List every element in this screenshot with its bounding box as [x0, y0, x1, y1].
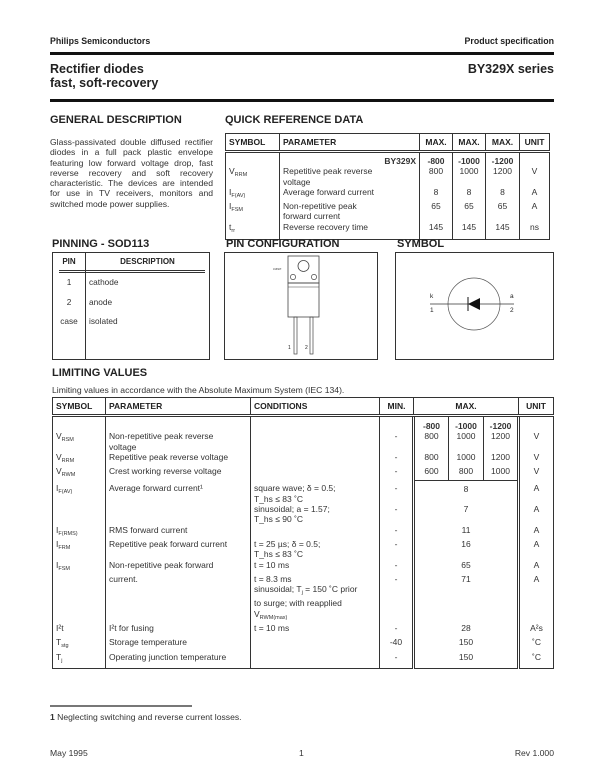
condition-line: t = 10 ms [254, 623, 290, 634]
symbol-cell [53, 452, 106, 466]
conditions-cell [251, 431, 380, 452]
symbol-subscript: RRM [61, 457, 75, 464]
conditions-cell [251, 574, 380, 623]
type-value: -1200 [484, 416, 519, 432]
symbol-cell [53, 480, 106, 504]
unit: V [519, 466, 554, 480]
parameter-cell [106, 480, 251, 504]
parameter-cell [280, 187, 420, 201]
column-header: MAX. [486, 134, 520, 152]
pinning-table [52, 252, 210, 360]
max-value: 65 [414, 560, 519, 574]
max-value: 16 [414, 539, 519, 560]
parameter-line: current. [109, 573, 138, 584]
unit: ˚C [519, 637, 554, 651]
symbol-subscript: F(AV) [231, 192, 246, 199]
parameter-line: Storage temperature [109, 637, 187, 648]
unit: A²s [519, 623, 554, 637]
footer-revision: Rev 1.000 [514, 748, 554, 758]
table-row [53, 431, 554, 452]
symbol-cell [53, 431, 106, 452]
min-value: - [380, 574, 414, 623]
table-row [226, 201, 550, 222]
symbol-cell [53, 574, 106, 623]
max-value: 11 [414, 525, 519, 539]
min-value: -40 [380, 637, 414, 651]
condition-line: t = 8.3 ms [254, 573, 292, 584]
symbol-cell [53, 637, 106, 651]
pin-number: 2 [66, 296, 72, 307]
parameter-cell [106, 637, 251, 651]
symbol: I²t [56, 623, 64, 634]
unit: ns [520, 222, 550, 240]
max-value: 1000 [484, 466, 519, 480]
condition-line: T_hs ≤ 83 ˚C [254, 549, 304, 560]
header-rule [50, 52, 554, 55]
symbol-subscript: FRM [58, 544, 71, 551]
type-value: -1000 [453, 152, 486, 167]
anode-label: a [510, 293, 514, 300]
parameter-cell [106, 560, 251, 574]
max-value: 800 [414, 431, 449, 452]
unit: A [519, 539, 554, 560]
quick-reference-heading: QUICK REFERENCE DATA [225, 114, 364, 126]
symbol-cell [53, 539, 106, 560]
symbol: V [229, 166, 235, 177]
max-value: 1200 [486, 166, 520, 187]
parameter-line: voltage [109, 441, 137, 452]
max-value: 65 [420, 201, 453, 222]
table-row [53, 525, 554, 539]
max-value: 1000 [453, 166, 486, 187]
limiting-values-heading: LIMITING VALUES [52, 367, 148, 379]
unit: A [519, 480, 554, 504]
symbol: I [56, 483, 59, 494]
pinning-heading: PINNING - SOD113 [52, 238, 150, 250]
case-label: case [273, 266, 282, 271]
unit: A [520, 201, 550, 222]
symbol-box [395, 252, 554, 360]
symbol-subscript: F(AV) [58, 489, 73, 496]
max-value: 145 [486, 222, 520, 240]
unit: A [519, 504, 554, 525]
conditions-cell [251, 652, 380, 669]
min-value: - [380, 431, 414, 452]
table-row [226, 187, 550, 201]
unit: A [519, 525, 554, 539]
conditions-cell [251, 623, 380, 637]
diode-symbol-icon [396, 253, 552, 358]
company-name: Philips Semiconductors [50, 36, 151, 46]
min-value: - [380, 452, 414, 466]
max-value: 800 [420, 166, 453, 187]
symbol-subscript: j [61, 657, 63, 664]
max-value: 1200 [484, 431, 519, 452]
max-value: 150 [414, 652, 519, 669]
max-value: 145 [453, 222, 486, 240]
condition-line: t = 10 ms [254, 559, 290, 570]
table-row [53, 539, 554, 560]
pin-configuration-heading: PIN CONFIGURATION [226, 238, 340, 250]
max-value: 1200 [484, 452, 519, 466]
symbol-subscript: RRM [234, 172, 248, 179]
symbol-subscript: F(RMS) [58, 530, 78, 537]
condition-line-subscript: j [301, 590, 303, 597]
table-row [53, 623, 554, 637]
title-rule [50, 99, 554, 102]
series-name: BY329X series [467, 62, 554, 76]
footnote-number: 1 [50, 712, 55, 722]
description-header: DESCRIPTION [120, 257, 175, 266]
max-value: 8 [486, 187, 520, 201]
conditions-cell [251, 466, 380, 480]
symbol-subscript: rr [231, 227, 236, 234]
min-value: - [380, 480, 414, 504]
pin-description: cathode [89, 277, 119, 287]
symbol: I [56, 538, 59, 549]
blank [106, 416, 251, 432]
limiting-values-table [52, 397, 554, 669]
table-row [53, 560, 554, 574]
symbol-subscript: FSM [231, 207, 243, 214]
unit: V [519, 452, 554, 466]
parameter-line: Non-repetitive peak reverse [109, 431, 214, 442]
min-value: - [380, 560, 414, 574]
symbol: T [56, 651, 62, 662]
max-value: 7 [414, 504, 519, 525]
symbol-cell [53, 652, 106, 669]
condition-line-symbol: sinusoidal; T [254, 584, 302, 595]
table-row [53, 480, 554, 504]
symbol-subscript: RWM [61, 472, 76, 479]
conditions-cell [251, 504, 380, 525]
title-line-2: fast, soft-recovery [50, 76, 159, 90]
parameter-line: Average forward current [283, 186, 375, 197]
table-row [53, 637, 554, 651]
conditions-cell [251, 560, 380, 574]
blank [380, 416, 414, 432]
symbol: I [229, 186, 232, 197]
symbol: I [56, 524, 59, 535]
parameter-cell [106, 431, 251, 452]
pin-description: anode [89, 296, 113, 307]
max-value: 1000 [449, 452, 484, 466]
general-description-text: Glass-passivated double diffused rectifier diodes in a full pack plastic envelope featuring low forward voltage drop, fast reverse recovery and soft recovery characteristic. The devices are intended for use in TV receivers, monitors and switched mode power supplies. [50, 137, 213, 209]
parameter-cell [106, 574, 251, 623]
pin-2-label: 2 [305, 345, 308, 351]
min-value: - [380, 525, 414, 539]
type-row [226, 152, 550, 167]
max-value: 65 [486, 201, 520, 222]
symbol-subscript: FSM [58, 565, 70, 572]
condition-line: to surge; with reapplied [254, 598, 342, 609]
symbol: I [229, 201, 232, 212]
footnote [50, 712, 242, 722]
blank [520, 152, 550, 167]
column-header: MIN. [380, 398, 414, 416]
unit: A [520, 187, 550, 201]
symbol-cell [226, 222, 280, 240]
blank [226, 152, 280, 167]
type-value: -800 [420, 152, 453, 167]
table-row [226, 166, 550, 187]
column-header: SYMBOL [53, 398, 106, 416]
column-header: UNIT [520, 134, 550, 152]
parameter-line: Repetitive peak reverse [283, 166, 373, 177]
conditions-cell [251, 637, 380, 651]
max-value: 150 [414, 637, 519, 651]
condition-line: t = 25 µs; δ = 0.5; [254, 538, 321, 549]
table-row [53, 466, 554, 480]
column-header: MAX. [453, 134, 486, 152]
symbol-cell [226, 201, 280, 222]
parameter-line: Repetitive peak forward current [109, 538, 228, 549]
parameter-line: Crest working reverse voltage [109, 466, 222, 477]
parameter-line: RMS forward current [109, 524, 188, 535]
blank [519, 416, 554, 432]
max-value: 8 [453, 187, 486, 201]
parameter-line: Non-repetitive peak [283, 201, 357, 212]
max-value: 71 [414, 574, 519, 623]
general-description-heading: GENERAL DESCRIPTION [50, 114, 182, 126]
symbol: t [229, 221, 232, 232]
column-header: MAX. [420, 134, 453, 152]
max-value: 65 [453, 201, 486, 222]
cathode-label: k [430, 293, 434, 300]
type-value: -1000 [449, 416, 484, 432]
symbol-cell [53, 466, 106, 480]
footer-page-number: 1 [299, 748, 304, 758]
parameter-line: I²t for fusing [109, 623, 154, 634]
unit: V [520, 166, 550, 187]
symbol-subscript: stg [61, 643, 69, 650]
max-value: 145 [420, 222, 453, 240]
min-value: - [380, 623, 414, 637]
pin-1-label: 1 [288, 345, 291, 351]
max-value: 1000 [449, 431, 484, 452]
symbol: V [56, 451, 62, 462]
symbol: T [56, 637, 62, 648]
table-row [226, 222, 550, 240]
conditions-cell [251, 525, 380, 539]
symbol-subscript: RSM [61, 437, 74, 444]
symbol: V [56, 466, 62, 477]
symbol-cell [53, 560, 106, 574]
table-row [53, 504, 554, 525]
parameter-cell [106, 504, 251, 525]
parameter-cell [106, 525, 251, 539]
type-value: -1200 [486, 152, 520, 167]
column-header: PARAMETER [280, 134, 420, 152]
parameter-line: Repetitive peak reverse voltage [109, 451, 229, 462]
unit: A [519, 560, 554, 574]
conditions-cell [251, 480, 380, 504]
sod113-package-drawing [225, 253, 376, 358]
pin-configuration-box [224, 252, 378, 360]
max-value: 8 [414, 480, 519, 504]
column-header: SYMBOL [226, 134, 280, 152]
document-type: Product specification [464, 36, 554, 46]
max-value: 8 [420, 187, 453, 201]
condition-line-subscript: RWM(max) [259, 614, 288, 621]
condition-line [254, 584, 376, 598]
footnote-text: Neglecting switching and reverse current losses. [57, 712, 242, 722]
parameter-cell [106, 452, 251, 466]
blank [251, 416, 380, 432]
min-value: - [380, 652, 414, 669]
symbol: I [56, 559, 59, 570]
parameter-line: Non-repetitive peak forward [109, 559, 214, 570]
parameter-line: forward current [283, 211, 341, 222]
symbol-cell [53, 623, 106, 637]
symbol-cell [226, 166, 280, 187]
pin-number: case [60, 316, 78, 326]
unit: V [519, 431, 554, 452]
title-line-1: Rectifier diodes [50, 62, 144, 76]
max-value: 800 [414, 452, 449, 466]
symbol: V [56, 431, 62, 442]
parameter-cell [106, 652, 251, 669]
condition-line: sinusoidal; a = 1.57; [254, 504, 330, 515]
parameter-cell [106, 623, 251, 637]
condition-line: T_hs ≤ 83 ˚C [254, 493, 304, 504]
condition-line: square wave; δ = 0.5; [254, 483, 336, 494]
pin-header: PIN [62, 257, 76, 266]
symbol-cell [226, 187, 280, 201]
condition-line: T_hs ≤ 90 ˚C [254, 514, 304, 525]
condition-line-symbol: V [254, 608, 260, 619]
min-value: - [380, 466, 414, 480]
symbol-cell [53, 525, 106, 539]
cathode-pin-label: 1 [430, 307, 434, 314]
parameter-line: Average forward current¹ [109, 483, 203, 494]
table-row [53, 574, 554, 623]
parameter-line: voltage [283, 176, 311, 187]
column-divider [85, 253, 86, 359]
limiting-values-subtitle: Limiting values in accordance with the Absolute Maximum System (IEC 134). [52, 385, 345, 395]
column-header: MAX. [414, 398, 519, 416]
pin-number: 1 [66, 277, 72, 287]
condition-line [254, 609, 376, 623]
parameter-cell [280, 166, 420, 187]
type-value: -800 [414, 416, 449, 432]
column-header: CONDITIONS [251, 398, 380, 416]
parameter-line: Reverse recovery time [283, 221, 369, 232]
max-value: 28 [414, 623, 519, 637]
footnote-rule [50, 705, 192, 707]
condition-line-rest: = 150 ˚C prior [302, 584, 358, 595]
type-label: BY329X [280, 152, 420, 167]
quick-reference-table [225, 133, 550, 240]
blank [53, 416, 106, 432]
min-value: - [380, 504, 414, 525]
parameter-cell [106, 466, 251, 480]
header-rule [59, 270, 205, 273]
table-row [53, 652, 554, 669]
pin-description: isolated [89, 316, 118, 326]
unit: ˚C [519, 652, 554, 669]
document-title [50, 62, 158, 90]
unit: A [519, 574, 554, 623]
symbol-heading: SYMBOL [397, 238, 445, 250]
parameter-cell [280, 201, 420, 222]
max-value: 800 [449, 466, 484, 480]
type-row [53, 416, 554, 432]
max-value: 600 [414, 466, 449, 480]
column-header: PARAMETER [106, 398, 251, 416]
anode-pin-label: 2 [510, 307, 514, 314]
parameter-cell [106, 539, 251, 560]
footer-date: May 1995 [50, 748, 88, 758]
min-value: - [380, 539, 414, 560]
symbol-cell [53, 504, 106, 525]
conditions-cell [251, 539, 380, 560]
conditions-cell [251, 452, 380, 466]
parameter-cell [280, 222, 420, 240]
parameter-line: Operating junction temperature [109, 651, 227, 662]
column-header: UNIT [519, 398, 554, 416]
table-row [53, 452, 554, 466]
